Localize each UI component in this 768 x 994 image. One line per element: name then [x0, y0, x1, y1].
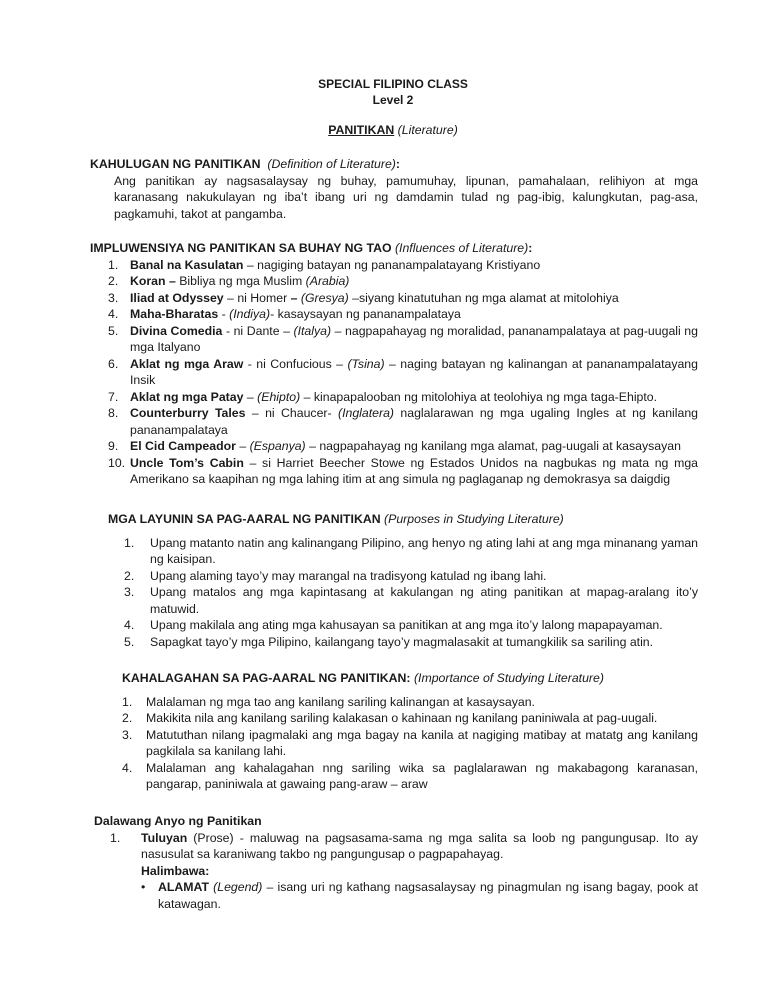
heading-text: KAHALAGAHAN SA PAG-AARAL NG PANITIKAN: — [122, 671, 411, 685]
bullet-item — [141, 879, 698, 912]
heading-translation: (Importance of Studying Literature) — [413, 671, 604, 685]
list-item — [122, 694, 698, 711]
item-text: –siyang kinatutuhan ng mga alamat at mitolohiya — [348, 290, 619, 305]
item-text: – ni Chaucer- — [245, 406, 338, 420]
document-level: Level 2 — [372, 93, 414, 107]
item-title: Koran – — [130, 274, 176, 288]
definition-paragraph: Ang panitikan ay nagsasalaysay ng buhay, pamumuhay, lipunan, pamahalaan, relihiyon at mga karanasang nakukulayan ng iba’t ibang uri ng damdamin tulad ng pag-ibig, kalungkutan, pag-asa, pagkamuhi, takot at pangamba. — [114, 173, 698, 221]
heading-text: KAHULUGAN NG PANITIKAN — [90, 157, 261, 171]
item-translation: (Prose) — [187, 830, 234, 845]
item-number: 7. — [108, 389, 119, 404]
list-item — [108, 306, 698, 323]
list-item — [108, 356, 698, 389]
item-number: 3. — [108, 290, 119, 305]
item-number: 10. — [108, 455, 126, 470]
item-number: 6. — [108, 356, 119, 371]
item-number: 3. — [122, 727, 133, 742]
item-translation: (Legend) — [209, 880, 263, 894]
item-number: 1. — [108, 257, 119, 272]
item-title: Counterburry Tales — [130, 406, 246, 420]
section-impluwensiya — [90, 240, 698, 488]
item-text: – ni Homer — [223, 290, 291, 305]
item-text: – naging batayan ng kalinangan at pananampalatayang Insik — [130, 356, 698, 387]
item-text: – nagpapahayag ng moralidad, pananampalataya at pag-uugali ng mga Italyano — [130, 323, 698, 354]
example-label: Halimbawa: — [141, 863, 210, 878]
item-text: - ni Dante – — [222, 323, 294, 338]
item-number: 1. — [110, 830, 121, 845]
heading-translation: (Purposes in Studying Literature) — [384, 512, 564, 526]
item-title: Tuluyan — [141, 830, 188, 845]
item-number: 4. — [122, 760, 133, 775]
heading-colon: : — [528, 241, 533, 255]
item-text: – si Harriet Beecher Stowe ng Estados Unidos na nagbukas ng mata ng mga Amerikano sa kaapihan ng mga lahing itim at ang simula ng paglaganap ng demokrasya sa daigdig — [130, 455, 698, 486]
list-item — [124, 634, 698, 651]
item-number: 4. — [108, 307, 119, 321]
influences-list — [90, 257, 698, 488]
item-text: Sapagkat tayo’y mga Pilipino, kailangang tayo’y magmalasakit at tumangkilik sa sariling atin. — [150, 634, 654, 649]
item-number: 5. — [124, 634, 135, 649]
list-item — [108, 273, 698, 290]
item-origin: (Gresya) — [297, 290, 349, 305]
item-text: Makikita nila ang kanilang sariling kalakasan o kahinaan ng kanilang paniniwala at pag-uugali. — [146, 711, 658, 725]
list-item — [108, 405, 698, 438]
topic-translation: (Literature) — [397, 123, 458, 137]
item-title: ALAMAT — [158, 880, 209, 894]
heading-translation: (Definition of Literature) — [267, 157, 396, 171]
list-item — [124, 568, 698, 585]
item-number: 2. — [122, 711, 133, 725]
item-number: 8. — [108, 406, 119, 420]
topic-title: PANITIKAN — [328, 123, 395, 137]
item-origin: (Arabia) — [302, 274, 350, 288]
heading-text: MGA LAYUNIN SA PAG-AARAL NG PANITIKAN — [108, 512, 381, 526]
list-item — [122, 760, 698, 793]
list-item — [108, 389, 698, 406]
section-kahulugan — [90, 156, 698, 222]
item-number: 3. — [124, 585, 135, 599]
item-text: - maluwag na pagsasama-sama ng mga salita sa loob ng pangungusap. Ito ay nasusulat sa karaniwang takbo ng pangungusap o pagpapahayag. — [141, 830, 698, 861]
item-text: Malalaman ang kahalagahan nng sariling wika sa paglalarawan ng makabagong karanasan, pangarap, paniniwala at gawaing pang-araw – araw — [146, 760, 698, 791]
item-text: Upang makilala ang ating mga kahusayan sa panitikan at ang mga ito’y lalong mapapayaman. — [150, 618, 663, 632]
item-text: - — [218, 307, 230, 321]
section-heading: Dalawang Anyo ng Panitikan — [94, 814, 262, 828]
item-origin: (Inglatera) — [337, 406, 395, 420]
section-heading — [108, 511, 698, 528]
list-item — [108, 455, 698, 488]
item-text: Upang matanto natin ang kalinangang Pilipino, ang henyo ng ating lahi at ang mga minanang yaman ng kaisipan. — [150, 535, 698, 566]
list-item — [122, 710, 698, 727]
list-item — [110, 830, 698, 863]
item-text: – isang uri ng kathang nagsasalaysay ng pinagmulan ng isang bagay, pook at katawagan. — [158, 880, 698, 911]
importance-list — [122, 694, 698, 793]
item-title: Aklat ng mga Araw — [130, 356, 244, 371]
item-title: Maha-Bharatas — [130, 307, 219, 321]
list-item — [124, 535, 698, 568]
section-heading — [122, 670, 698, 687]
item-title: Banal na Kasulatan — [130, 257, 244, 272]
item-origin: (Tsina) — [347, 356, 385, 371]
item-title: El Cid Campeador — [130, 439, 236, 453]
item-text: Matututhan nilang ipagmalaki ang mga bagay na kanila at nagiging matibay at matatg ang kanilang pagkilala sa kanilang lahi. — [146, 727, 698, 758]
document-title: SPECIAL FILIPINO CLASS — [318, 77, 468, 91]
item-text: - ni Confucious – — [243, 356, 348, 371]
item-number: 2. — [108, 274, 119, 288]
item-text: - kasaysayan ng pananampalataya — [270, 307, 461, 321]
section-heading — [90, 156, 698, 173]
bullet-icon: • — [141, 880, 146, 894]
list-item — [108, 290, 698, 307]
section-kahalagahan — [122, 670, 698, 793]
purposes-list — [108, 535, 698, 651]
item-text: Upang alaming tayo’y may marangal na tradisyong katulad ng ibang lahi. — [150, 568, 547, 583]
item-title: Aklat ng mga Patay — [130, 389, 244, 404]
item-number: 1. — [124, 535, 135, 550]
item-title: Divina Comedia — [130, 323, 223, 338]
item-number: 9. — [108, 439, 119, 453]
item-text: naglalarawan ng mga ugaling Ingles at ng kanilang pananampalataya — [130, 406, 699, 437]
item-title: Uncle Tom’s Cabin — [130, 455, 244, 470]
item-text: – kinapapalooban ng mitolohiya at teolohiya ng mga taga-Ehipto. — [300, 389, 658, 404]
list-item — [108, 323, 698, 356]
item-text: – — [243, 389, 258, 404]
item-number: 4. — [124, 618, 135, 632]
list-item — [122, 727, 698, 760]
item-text: – nagpapahayag ng kanilang mga alamat, pag-uugali at kasaysayan — [305, 439, 681, 453]
item-number: 5. — [108, 323, 119, 338]
heading-translation: (Influences of Literature) — [394, 241, 529, 255]
item-text: – — [235, 439, 250, 453]
item-title: Iliad at Odyssey — [130, 290, 224, 305]
item-text: – nagiging batayan ng pananampalatayang Kristiyano — [243, 257, 541, 272]
heading-text: IMPLUWENSIYA NG PANITIKAN SA BUHAY NG TAO — [90, 241, 392, 255]
item-text: Bibliya ng mga Muslim — [175, 274, 303, 288]
item-number: 2. — [124, 568, 135, 583]
item-number: 1. — [122, 694, 133, 709]
topic-heading — [0, 122, 768, 139]
item-origin: (Ehipto) — [257, 389, 301, 404]
item-dash: – — [290, 290, 298, 305]
section-layunin — [108, 511, 698, 650]
item-text: Upang matalos ang mga kapintasang at kakulangan ng ating panitikan at mapag-aralang ito’y matuwid. — [150, 585, 698, 616]
list-item — [124, 584, 698, 617]
list-item — [108, 257, 698, 274]
heading-colon: : — [395, 157, 401, 171]
list-item — [124, 617, 698, 634]
section-anyo — [94, 813, 698, 912]
list-item — [108, 438, 698, 455]
item-origin: (Italya) — [293, 323, 332, 338]
item-origin: (Indiya) — [229, 307, 271, 321]
section-heading — [90, 240, 698, 257]
item-origin: (Espanya) — [249, 439, 306, 453]
document-title-block — [0, 76, 768, 108]
item-text: Malalaman ng mga tao ang kanilang sariling kalinangan at kasaysayan. — [146, 694, 535, 709]
